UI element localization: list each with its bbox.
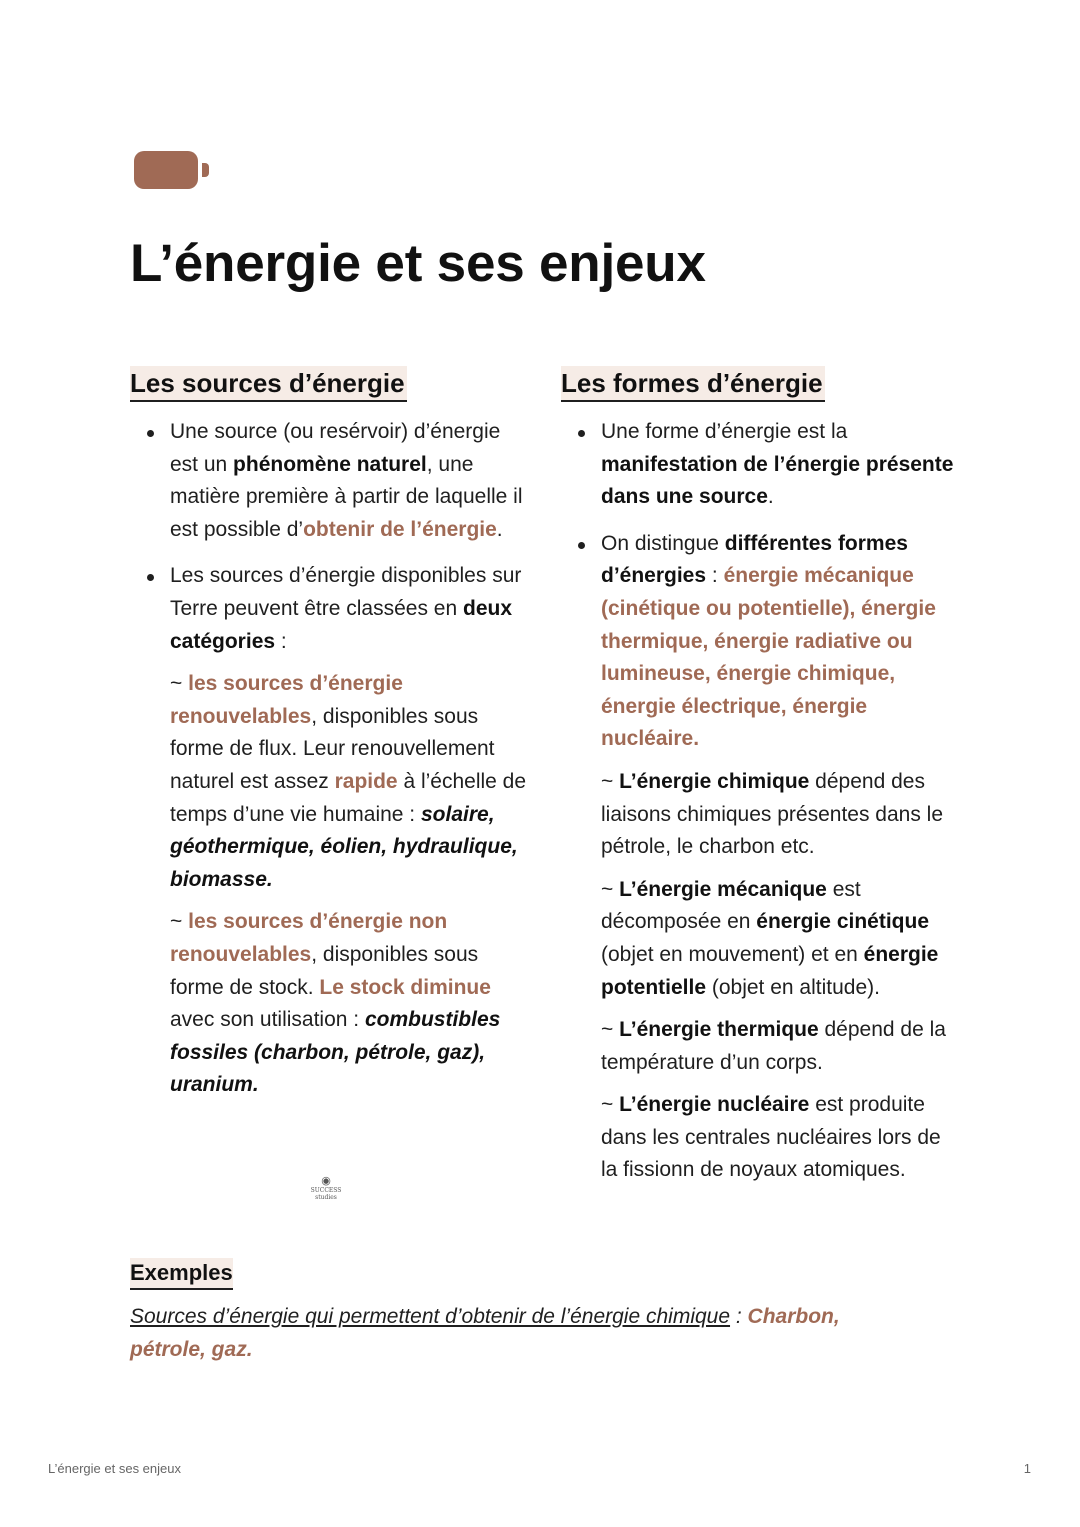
text: est produite dans les centrales nucléaires lors de la fissionn de noyaux atomiques.	[601, 1093, 941, 1182]
text: .	[767, 485, 774, 509]
bold-italic-text: combustibles fossiles (charbon, pétrole, gaz), uranium.	[170, 1008, 501, 1097]
text: Les sources d’énergie disponibles sur Terre peuvent être classées en	[170, 564, 522, 620]
text: avec son utilisation :	[170, 1008, 365, 1032]
accent-text: énergie mécanique (cinétique ou potentielle), énergie thermique, énergie radiative ou lumineuse, énergie chimique, énergie électrique, énergie nucléaire.	[601, 564, 936, 751]
sources-heading: Les sources d’énergie	[130, 366, 407, 402]
exemples-heading: Exemples	[130, 1258, 233, 1290]
formes-column	[561, 366, 961, 1197]
formes-chimique	[561, 766, 961, 864]
watermark-sub: studies	[315, 1194, 337, 1201]
formes-thermique	[561, 1014, 961, 1079]
watermark-logo	[308, 1175, 344, 1201]
text: , une matière première à partir de laquelle il est possible d’	[170, 452, 523, 541]
bold-text: énergie potentielle	[601, 942, 939, 999]
sources-column	[130, 366, 530, 1112]
text: ~	[170, 910, 189, 934]
accent-text: les sources d’énergie renouvelables	[170, 672, 403, 728]
bold-text: énergie cinétique	[756, 910, 929, 934]
text: dépend de la température d’un corps.	[601, 1018, 946, 1074]
watermark-label: SUCCESS	[310, 1187, 342, 1194]
text: ~	[601, 769, 620, 793]
accent-text: les sources d’énergie non renouvelables	[170, 910, 448, 966]
text: ~	[601, 877, 620, 901]
text: (objet en altitude).	[706, 975, 880, 999]
bold-text: L’énergie nucléaire	[619, 1093, 810, 1117]
footer-title: L’énergie et ses enjeux	[48, 1461, 181, 1476]
sources-bullet-categories	[130, 560, 530, 658]
text: (objet en mouvement) et en	[601, 942, 864, 966]
bold-text: différentes formes d’énergies	[601, 531, 908, 588]
text: On distingue	[601, 531, 725, 555]
text: , disponibles sous forme de flux. Leur renouvellement naturel est assez	[170, 704, 495, 793]
accent-text: rapide	[334, 769, 398, 793]
text: dépend des liaisons chimiques présentes dans le pétrole, le charbon etc.	[601, 769, 944, 859]
bold-text: phénomène naturel	[233, 452, 427, 476]
text: est décomposée en	[601, 877, 861, 934]
battery-icon	[134, 151, 198, 189]
logo-mark-icon: ◉	[321, 1174, 331, 1187]
page-number: 1	[1023, 1461, 1031, 1476]
sources-renewable	[130, 668, 530, 896]
sources-non-renewable	[130, 906, 530, 1102]
text: ~	[601, 1018, 620, 1042]
accent-text: obtenir de l’énergie	[303, 517, 497, 541]
bold-text: manifestation de l’énergie présente dans une source	[601, 452, 954, 509]
formes-nucleaire	[561, 1089, 961, 1187]
text: :	[730, 1305, 748, 1328]
text: :	[275, 629, 287, 653]
exemples-text	[130, 1300, 910, 1366]
formes-bullet-list	[561, 528, 961, 756]
bold-italic-text: solaire, géothermique, éolien, hydraulique, biomasse.	[170, 802, 518, 891]
text: ~	[601, 1093, 620, 1117]
sources-bullet-definition	[130, 416, 530, 546]
formes-heading: Les formes d’énergie	[561, 366, 825, 402]
bold-text: L’énergie thermique	[619, 1018, 819, 1042]
text: à l’échelle de temps d’une vie humaine :	[170, 769, 527, 826]
text: :	[706, 564, 724, 588]
formes-bullet-definition	[561, 416, 961, 514]
bold-text: L’énergie chimique	[619, 769, 810, 793]
text: ~	[170, 672, 189, 696]
bold-text: deux catégories	[170, 596, 513, 653]
accent-text: Le stock diminue	[319, 975, 491, 999]
text: , disponibles sous forme de stock.	[170, 942, 479, 999]
bold-text: L’énergie mécanique	[619, 877, 827, 901]
formes-mecanique	[561, 874, 961, 1004]
exemples-lead: Sources d’énergie qui permettent d’obtenir de l’énergie chimique	[130, 1305, 731, 1328]
text: Une source (ou resérvoir) d’énergie est un	[170, 420, 501, 476]
text: Une forme d’énergie est la	[601, 420, 848, 443]
page-title: L’énergie et ses enjeux	[130, 234, 706, 293]
text: .	[496, 517, 503, 541]
exemples-values: Charbon, pétrole, gaz.	[130, 1305, 840, 1361]
